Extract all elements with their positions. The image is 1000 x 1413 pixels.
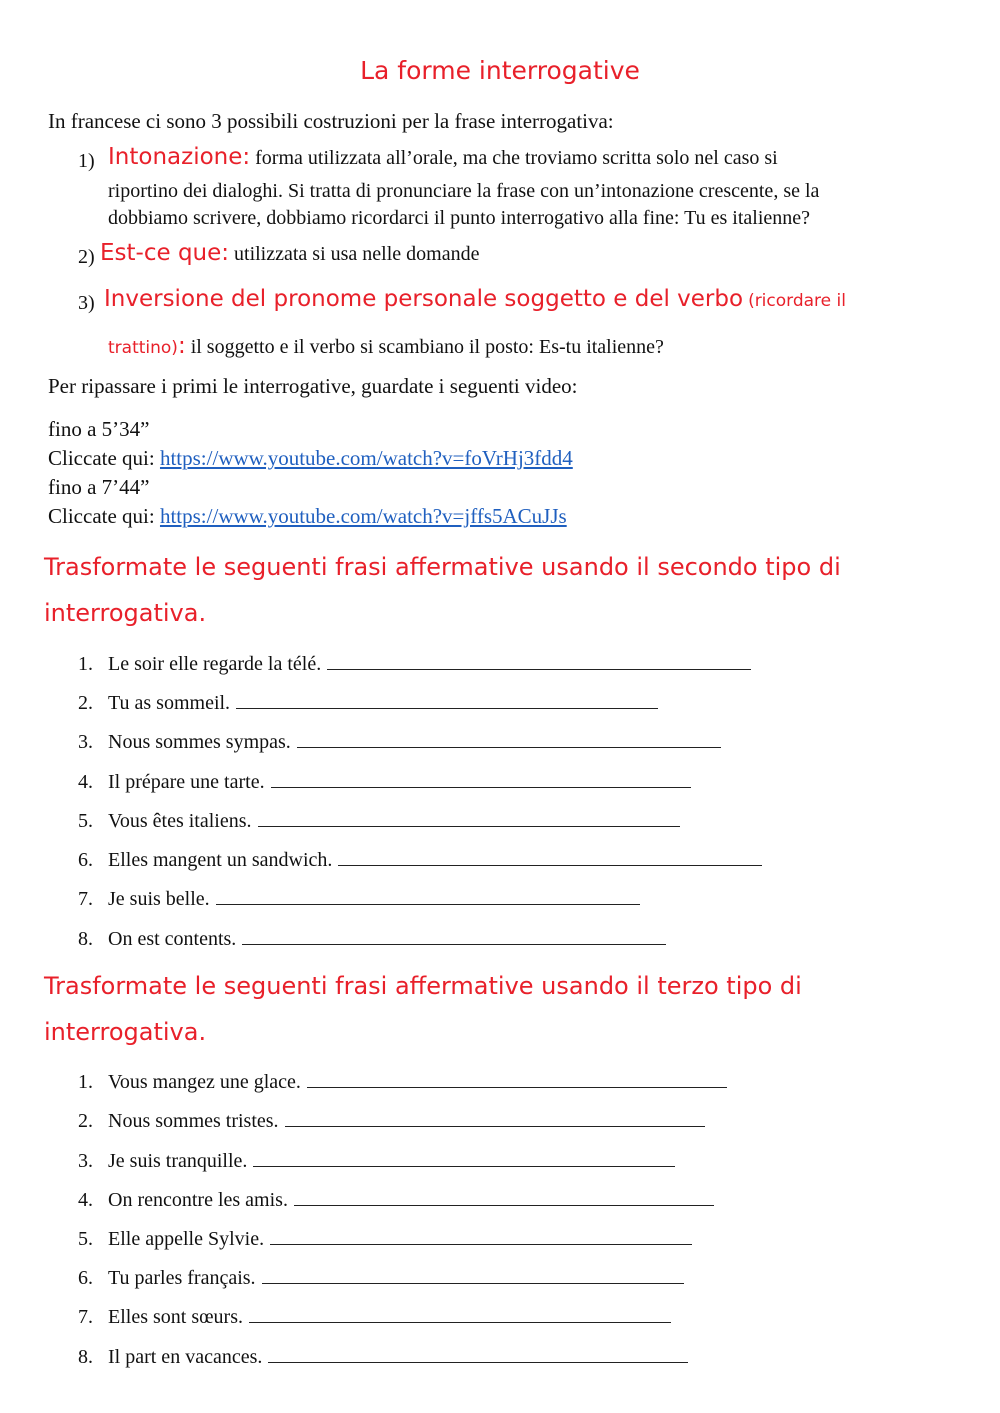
item-sentence: Je suis tranquille. — [108, 1150, 248, 1172]
answer-blank[interactable] — [327, 651, 751, 670]
exercise-1-heading-line1: Trasformate le seguenti frasi affermative usando il secondo tipo di — [44, 553, 841, 581]
item-sentence: Elles mangent un sandwich. — [108, 849, 333, 871]
exercise-1-item-2 — [78, 690, 658, 715]
item-number: 6. — [78, 849, 93, 871]
item-number: 2. — [78, 1110, 93, 1132]
answer-blank[interactable] — [307, 1069, 727, 1088]
exercise-1-item-7 — [78, 886, 640, 911]
item-number: 7. — [78, 1306, 93, 1328]
answer-blank[interactable] — [297, 729, 721, 748]
construction-1-label: Intonazione: — [108, 144, 251, 170]
exercise-2-item-6 — [78, 1265, 684, 1290]
item-sentence: Il part en vacances. — [108, 1346, 263, 1368]
exercise-1-item-1 — [78, 651, 751, 676]
item-sentence: Je suis belle. — [108, 888, 210, 910]
video-2-link[interactable]: https://www.youtube.com/watch?v=jffs5ACuJJs — [159, 504, 567, 528]
item-sentence: Le soir elle regarde la télé. — [108, 653, 322, 675]
answer-blank[interactable] — [268, 1344, 688, 1363]
video-1-line — [48, 446, 573, 471]
video-1-click-label: Cliccate qui: — [48, 446, 155, 470]
exercise-2-item-3 — [78, 1148, 675, 1173]
exercise-2-item-4 — [78, 1187, 714, 1212]
intro-text: In francese ci sono 3 possibili costruzioni per la frase interrogativa: — [48, 109, 614, 133]
answer-blank[interactable] — [249, 1304, 671, 1323]
item-sentence: On est contents. — [108, 928, 237, 950]
video-1-link[interactable]: https://www.youtube.com/watch?v=foVrHj3fdd4 — [159, 446, 573, 470]
construction-3-note2: trattino) — [108, 338, 178, 358]
video-2-line — [48, 504, 567, 529]
review-text: Per ripassare i primi le interrogative, guardate i seguenti video: — [48, 374, 578, 398]
construction-2-label: Est-ce que: — [100, 240, 230, 266]
item-number: 5. — [78, 810, 93, 832]
item-sentence: On rencontre les amis. — [108, 1189, 288, 1211]
exercise-2-heading-line1: Trasformate le seguenti frasi affermative usando il terzo tipo di — [44, 972, 802, 1000]
construction-2-text: utilizzata si usa nelle domande — [234, 243, 480, 265]
construction-3-line2 — [108, 333, 664, 359]
answer-blank[interactable] — [271, 769, 691, 788]
answer-blank[interactable] — [236, 690, 658, 709]
item-sentence: Il prépare une tarte. — [108, 771, 265, 793]
exercise-2-item-7 — [78, 1304, 671, 1329]
construction-3-number: 3) — [78, 292, 95, 314]
construction-1-text: forma utilizzata all’orale, ma che troviamo scritta solo nel caso si — [255, 147, 778, 169]
answer-blank[interactable] — [270, 1226, 692, 1245]
construction-2-line — [100, 240, 479, 266]
construction-3-colon: : — [177, 333, 186, 359]
exercise-1-item-6 — [78, 847, 762, 872]
item-sentence: Nous sommes sympas. — [108, 731, 291, 753]
item-sentence: Vous mangez une glace. — [108, 1071, 301, 1093]
construction-1-line1 — [108, 144, 778, 170]
video-2-click-label: Cliccate qui: — [48, 504, 155, 528]
exercise-1-item-5 — [78, 808, 680, 833]
item-number: 4. — [78, 771, 93, 793]
item-sentence: Elles sont sœurs. — [108, 1306, 243, 1328]
answer-blank[interactable] — [258, 808, 680, 827]
construction-3-line1 — [104, 286, 846, 312]
item-number: 8. — [78, 928, 93, 950]
answer-blank[interactable] — [338, 847, 762, 866]
item-sentence: Elle appelle Sylvie. — [108, 1228, 265, 1250]
item-number: 7. — [78, 888, 93, 910]
item-sentence: Tu parles français. — [108, 1267, 256, 1289]
answer-blank[interactable] — [216, 886, 640, 905]
item-number: 1. — [78, 653, 93, 675]
exercise-1-item-8 — [78, 926, 666, 951]
item-sentence: Tu as sommeil. — [108, 692, 231, 714]
construction-1-number: 1) — [78, 150, 95, 172]
item-sentence: Nous sommes tristes. — [108, 1110, 279, 1132]
item-number: 5. — [78, 1228, 93, 1250]
exercise-2-item-1 — [78, 1069, 727, 1094]
video-1-until: fino a 5’34” — [48, 417, 150, 441]
item-number: 2. — [78, 692, 93, 714]
item-number: 1. — [78, 1071, 93, 1093]
exercise-2-item-8 — [78, 1344, 688, 1369]
exercise-2-item-5 — [78, 1226, 692, 1251]
answer-blank[interactable] — [262, 1265, 684, 1284]
item-sentence: Vous êtes italiens. — [108, 810, 252, 832]
construction-3-text: il soggetto e il verbo si scambiano il posto: Es-tu italienne? — [190, 336, 664, 358]
answer-blank[interactable] — [242, 926, 666, 945]
item-number: 3. — [78, 1150, 93, 1172]
construction-3-note1: (ricordare il — [748, 291, 846, 311]
exercise-1-heading-line2: interrogativa. — [44, 599, 207, 627]
exercise-1-item-3 — [78, 729, 721, 754]
item-number: 8. — [78, 1346, 93, 1368]
item-number: 3. — [78, 731, 93, 753]
construction-1-line2: riportino dei dialoghi. Si tratta di pronunciare la frase con un’intonazione crescente, se la — [108, 180, 820, 202]
construction-2-number: 2) — [78, 246, 95, 268]
answer-blank[interactable] — [294, 1187, 714, 1206]
exercise-1-item-4 — [78, 769, 691, 794]
answer-blank[interactable] — [253, 1148, 675, 1167]
item-number: 4. — [78, 1189, 93, 1211]
construction-3-label: Inversione del pronome personale soggetto e del verbo — [104, 286, 744, 312]
exercise-2-heading-line2: interrogativa. — [44, 1018, 207, 1046]
video-2-until: fino a 7’44” — [48, 475, 150, 499]
item-number: 6. — [78, 1267, 93, 1289]
construction-1-line3: dobbiamo scrivere, dobbiamo ricordarci il punto interrogativo alla fine: Tu es italienne? — [108, 207, 811, 229]
exercise-2-item-2 — [78, 1108, 705, 1133]
page-title: La forme interrogative — [360, 56, 640, 85]
answer-blank[interactable] — [285, 1108, 705, 1127]
